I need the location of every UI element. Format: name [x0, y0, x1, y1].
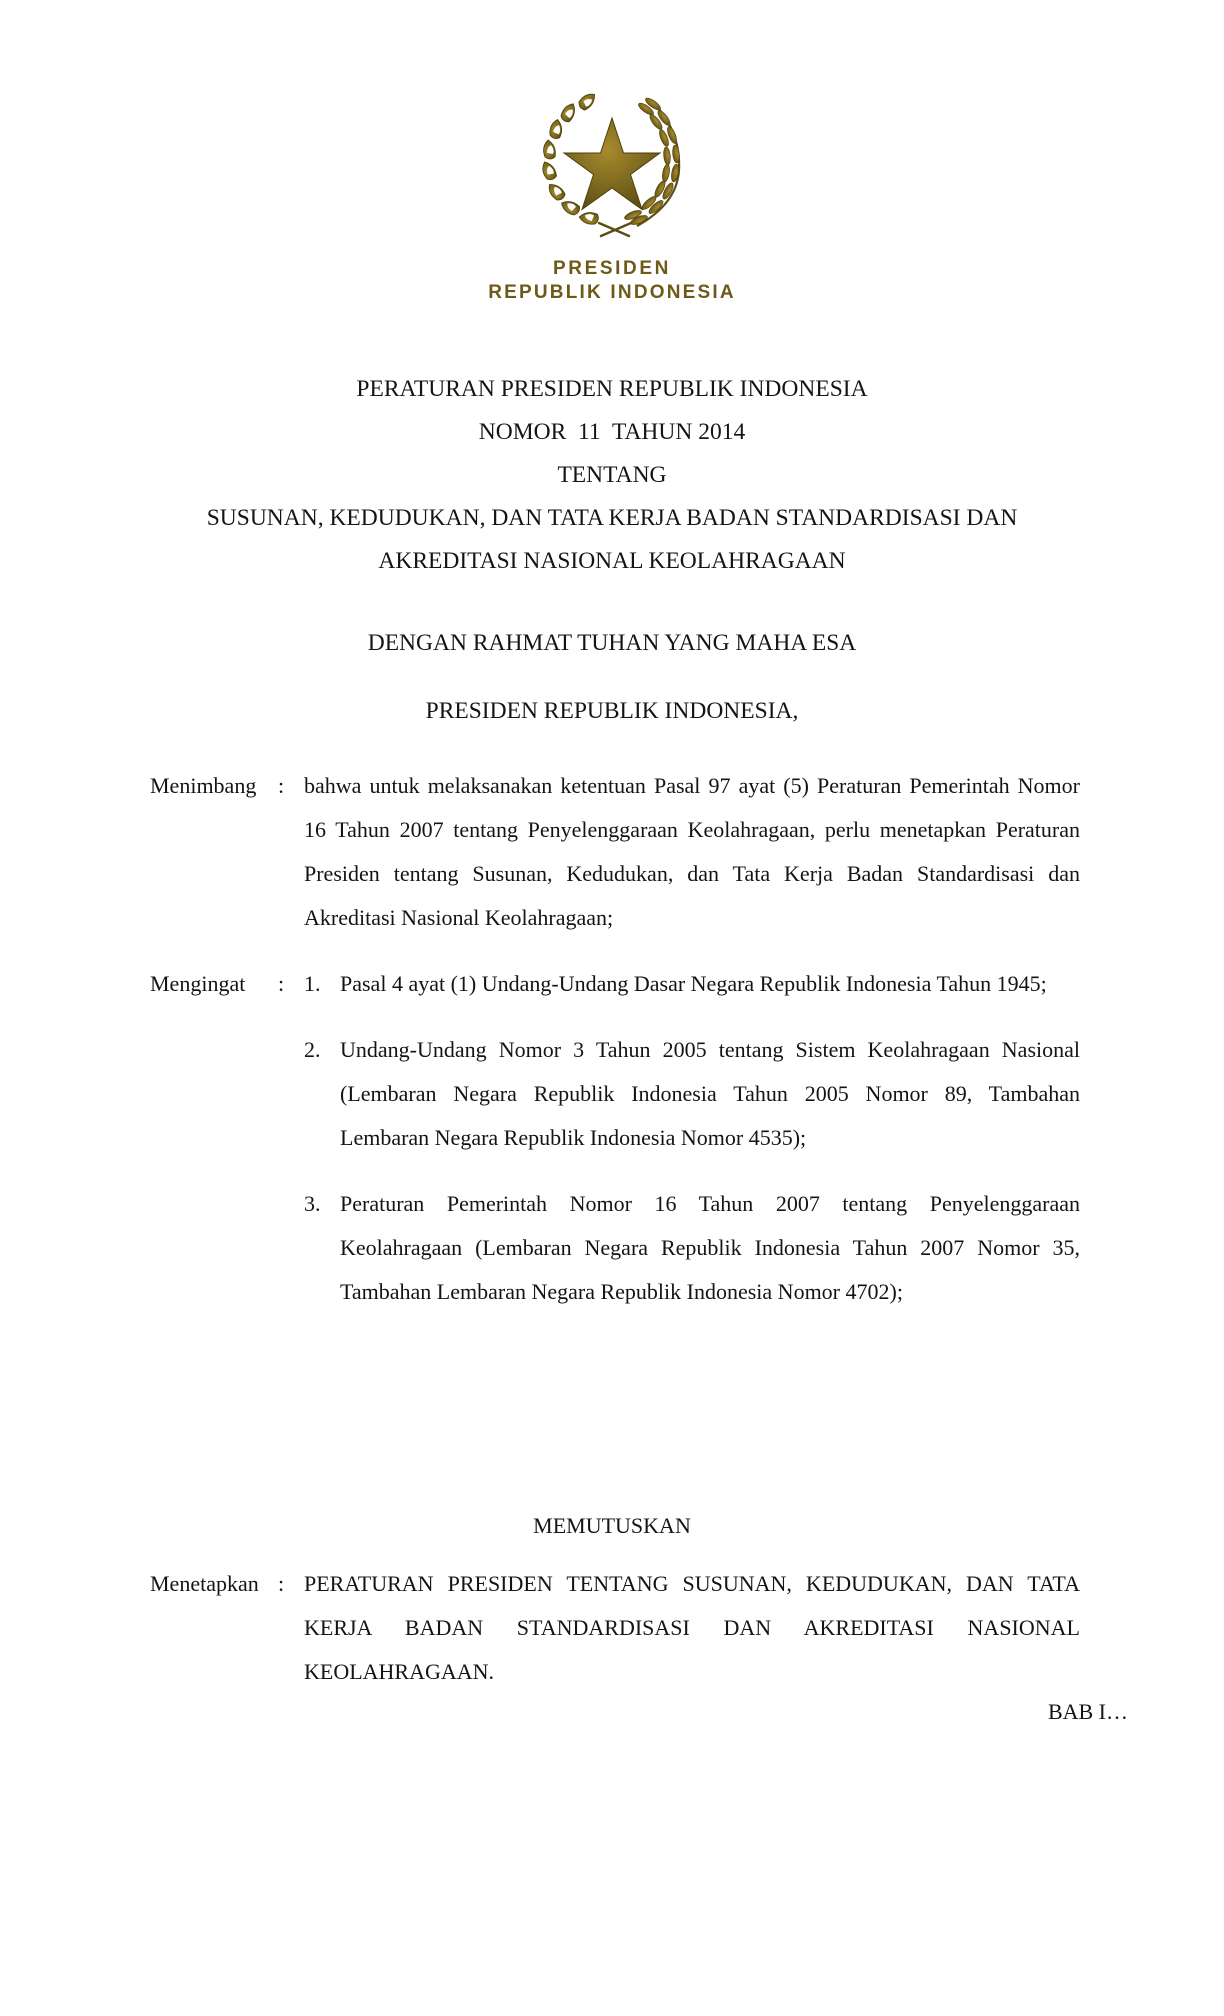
- menimbang-colon: :: [278, 773, 285, 798]
- menetapkan-text: PERATURAN PRESIDEN TENTANG SUSUNAN, KEDUDUKAN, DAN TATA KERJA BADAN STANDARDISASI DAN AKREDITASI NASIONAL KEOLAHRAGAAN.: [304, 1571, 1080, 1684]
- list-item-text: Pasal 4 ayat (1) Undang-Undang Dasar Negara Republik Indonesia Tahun 1945;: [340, 971, 1047, 996]
- mengingat-row: [150, 962, 1080, 1314]
- emblem-block: [0, 78, 1224, 306]
- presidential-seal-icon: [519, 78, 705, 246]
- invocation-blessing: DENGAN RAHMAT TUHAN YANG MAHA ESA: [367, 630, 857, 656]
- clauses-block: [150, 764, 1080, 1314]
- list-item-text: Undang-Undang Nomor 3 Tahun 2005 tentang Sistem Keolahragaan Nasional (Lembaran Negara Republik Indonesia Tahun 2005 Nomor 89, Tambahan Lembaran Negara Republik Indonesia Nomor 4535);: [340, 1037, 1080, 1150]
- menetapkan-row: [150, 1562, 1080, 1694]
- menetapkan-label: Menetapkan: [150, 1571, 259, 1596]
- list-item: [304, 1028, 1080, 1160]
- list-item-text: Peraturan Pemerintah Nomor 16 Tahun 2007 tentang Penyelenggaraan Keolahragaan (Lembaran Negara Republik Indonesia Tahun 2007 Nomor 35, Tambahan Lembaran Negara Republik Indonesia Nomor 4702);: [340, 1191, 1080, 1304]
- menimbang-label: Menimbang: [150, 773, 257, 798]
- emblem-caption-line-2: REPUBLIK INDONESIA: [488, 282, 736, 304]
- invocation-block: [96, 622, 1128, 733]
- menetapkan-colon: :: [278, 1571, 285, 1596]
- emblem-caption: [0, 257, 1224, 306]
- list-item: [304, 1182, 1080, 1314]
- mengingat-colon: :: [278, 971, 285, 996]
- title-line-regulation: PERATURAN PRESIDEN REPUBLIK INDONESIA: [356, 376, 868, 402]
- menimbang-row: [150, 764, 1080, 940]
- document-title-block: [96, 368, 1128, 583]
- mengingat-label: Mengingat: [150, 971, 246, 996]
- menimbang-body: [304, 764, 1080, 940]
- memutuskan-heading: MEMUTUSKAN: [533, 1513, 691, 1538]
- title-line-subject-1: SUSUNAN, KEDUDUKAN, DAN TATA KERJA BADAN STANDARDISASI DAN: [206, 505, 1018, 531]
- list-item: [304, 962, 1080, 1006]
- title-line-tentang: TENTANG: [557, 462, 667, 488]
- continuation-note: BAB I…: [1047, 1699, 1128, 1724]
- title-line-subject-2: AKREDITASI NASIONAL KEOLAHRAGAAN: [378, 548, 846, 574]
- mengingat-list: [304, 962, 1080, 1314]
- invocation-president: PRESIDEN REPUBLIK INDONESIA,: [425, 698, 799, 724]
- list-item-marker: 1.: [304, 971, 321, 996]
- list-item-marker: 2.: [304, 1037, 321, 1062]
- list-item-marker: 3.: [304, 1191, 321, 1216]
- title-line-number-year: NOMOR 11 TAHUN 2014: [478, 419, 746, 445]
- emblem-caption-line-1: PRESIDEN: [553, 258, 671, 279]
- menimbang-text: bahwa untuk melaksanakan ketentuan Pasal 97 ayat (5) Peraturan Pemerintah Nomor 16 Tahun 2007 tentang Penyelenggaraan Keolahragaan, perlu menetapkan Peraturan Presiden tentang Susunan, Kedudukan, dan Tata Kerja Badan Standardisasi dan Akreditasi Nasional Keolahragaan;: [304, 773, 1080, 930]
- mengingat-body: [304, 962, 1080, 1314]
- menetapkan-body: [304, 1562, 1080, 1694]
